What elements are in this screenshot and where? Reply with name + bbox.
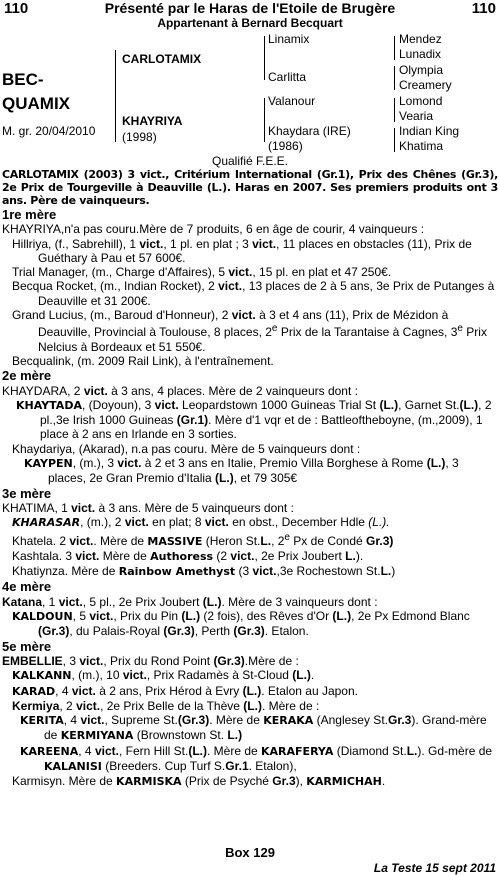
dam-name: KHAYRIYA: [122, 114, 183, 128]
dam-paragraph: KHAYRIYA,n'a pas couru.Mère de 7 produits, 6 en âge de courir, 4 vainqueurs :: [2, 222, 425, 237]
produce-entry: KALKANN, (m.), 10 vict., Prix Radamès à St-Cloud (L.).: [12, 668, 315, 683]
bracket-line: [264, 36, 265, 80]
bracket-line: [394, 36, 395, 60]
dam-dam-year: (1986): [268, 139, 303, 153]
sd-dam: Creamery: [399, 78, 452, 92]
ds-sire: Lomond: [399, 94, 443, 108]
produce-entry: KALDOUN, 5 vict., Prix du Pin (L.) (2 fois), des Rêves d'Or (L.), 2e Px Edmond Blanc (Gr.3), du Palais-Royal (Gr.3), Perth (Gr.3). Etalon.: [12, 609, 470, 639]
section-heading: 5e mère: [2, 638, 52, 654]
ss-dam: Lunadix: [399, 47, 442, 61]
sale-date: La Teste 15 sept 2011: [373, 861, 496, 875]
sire-sire: Linamix: [268, 32, 310, 46]
bracket-line: [394, 128, 395, 152]
dam-paragraph: KHATIMA, 1 vict. à 3 ans. Mère de 5 vainqueurs dont :: [2, 500, 294, 515]
lot-number-left: 110: [4, 0, 29, 17]
produce-entry: Khaydariya, (Akarad), n.a pas couru. Mère de 5 vainqueurs dont :: [12, 441, 361, 456]
produce-entry: Becqua Rocket, (m., Indian Rocket), 2 vict., 13 places de 2 à 5 ans, 3e Prix de Putanges à Deauville et 31 200€.: [12, 279, 495, 308]
bracket-line: [264, 98, 265, 142]
dam-sire: Valanour: [268, 94, 316, 108]
produce-entry: Kashtala. 3 vict. Mère de Authoress (2 vict., 2e Prix Joubert L.).: [12, 548, 364, 563]
produce-entry: Karmisyn. Mère de KARMISKA (Prix de Psyché Gr.3), KARMICHAH.: [12, 774, 386, 789]
produce-entry: KHARASAR, (m.), 2 vict. en plat; 8 vict. en obst., December Hdle (L.).: [12, 515, 390, 530]
qualification: Qualifié F.E.E.: [211, 154, 289, 168]
horse-details: M. gr. 20/04/2010: [2, 124, 96, 138]
produce-entry: Hillriya, (f., Sabrehill), 1 vict., 1 pl. en plat ; 3 vict., 11 places en obstacles (11), Prix de Guéthary à Pau et 57 600€.: [12, 236, 472, 265]
dd-dam: Khatima: [399, 139, 444, 153]
sire-dam: Carlitta: [268, 70, 307, 84]
produce-entry: Kermiya, 2 vict., 2e Prix Belle de la Thève (L.). Mère de :: [12, 698, 320, 713]
catalogue-text: [2, 168, 498, 790]
produce-entry: KARAD, 4 vict. à 2 ans, Prix Hérod à Evry (L.). Etalon au Japon.: [12, 683, 358, 698]
dam-year: (1998): [122, 130, 157, 144]
produce-entry: KHAYTADA, (Doyoun), 3 vict. Leopardstown 1000 Guineas Trial St (L.), Garnet St.(L.), 2 pl.,3e Irish 1000 Guineas (Gr.1). Mère d'1 vqr et de : Battleoftheboyne, (m.,2009), 1 place à 2 ans en Irlande en 3 sorties.: [16, 397, 492, 442]
horse-name-line2: QUAMIX: [2, 94, 70, 113]
produce-entry: Grand Lucius, (m., Baroud d'Honneur), 2 vict. à 3 et 4 ans (11), Prix de Mézidon à Deauville, Provincial à Toulouse, 8 places, 2e Prix de la Tarantaise à Cagnes, 3e Prix Nelcius à Bordeaux et 51 550€.: [12, 308, 487, 354]
produce-entry: Khatela. 2 vict.. Mère de MASSIVE (Heron St.L., 2e Px de Condé Gr.3): [12, 531, 394, 548]
bracket-line: [115, 50, 116, 142]
section-heading: 3e mère: [2, 485, 52, 501]
produce-entry: Trial Manager, (m., Charge d'Affaires), 5 vict., 15 pl. en plat et 47 250€.: [12, 265, 392, 280]
section-heading: 2e mère: [2, 368, 52, 384]
sire-name: CARLOTAMIX: [122, 52, 202, 66]
lot-number-right: 110: [471, 0, 496, 17]
owner-line: Appartenant à Bernard Becquart: [157, 16, 343, 30]
sd-sire: Olympia: [399, 63, 444, 77]
section-heading: 1re mère: [2, 207, 57, 222]
dam-paragraph: EMBELLIE, 3 vict., Prix du Rond Point (Gr.3).Mère de :: [2, 653, 299, 668]
produce-entry: KAREENA, 4 vict., Fern Hill St.(L.). Mère de KARAFERYA (Diamond St.L.). Gd-mère de KALANISI (Breeders. Cup Turf S.Gr.1. Etalon),: [20, 743, 493, 773]
dam-paragraph: KHAYDARA, 2 vict. à 3 ans, 4 places. Mère de 2 vainqueurs dont :: [2, 383, 358, 398]
dam-dam: Khaydara (IRE): [268, 124, 351, 138]
pedigree-table: [0, 32, 500, 156]
presenter-title: Présenté par le Haras de l'Etoile de Brugère: [104, 0, 396, 16]
produce-entry: Becqualink, (m. 2009 Rail Link), à l'entraînement.: [12, 353, 274, 368]
dam-paragraph: Katana, 1 vict., 5 pl., 2e Prix Joubert (L.). Mère de 3 vainqueurs dont :: [2, 594, 378, 609]
sire-note: CARLOTAMIX (2003) 3 vict., Critérium International (Gr.1), Prix des Chênes (Gr.3), 2e Prix de Tourgeville à Deauville (L.). Haras en 2007. Ses premiers produits ont 3 ans. Père de vainqueurs.: [2, 168, 498, 207]
dd-sire: Indian King: [399, 124, 460, 138]
bracket-line: [394, 66, 395, 90]
ss-sire: Mendez: [399, 32, 442, 46]
box-number: Box 129: [225, 845, 275, 860]
produce-entry: Khatiynza. Mère de Rainbow Amethyst (3 vict.,3e Rochestown St.L.): [12, 564, 396, 579]
produce-entry: KERITA, 4 vict., Supreme St.(Gr.3). Mère de KERAKA (Anglesey St.Gr.3). Grand-mère de KERMIYANA (Brownstown St. L.): [20, 713, 487, 743]
section-heading: 4e mère: [2, 579, 52, 595]
produce-entry: KAYPEN, (m.), 3 vict. à 2 et 3 ans en Italie, Premio Villa Borghese à Rome (L.), 3 places, 2e Gran Premio d'Italia (L.), et 79 305€: [24, 456, 459, 486]
bracket-line: [394, 98, 395, 122]
horse-name-line1: BEC-: [2, 70, 44, 89]
ds-dam: Vearia: [399, 109, 434, 123]
catalogue-header: [0, 0, 500, 36]
